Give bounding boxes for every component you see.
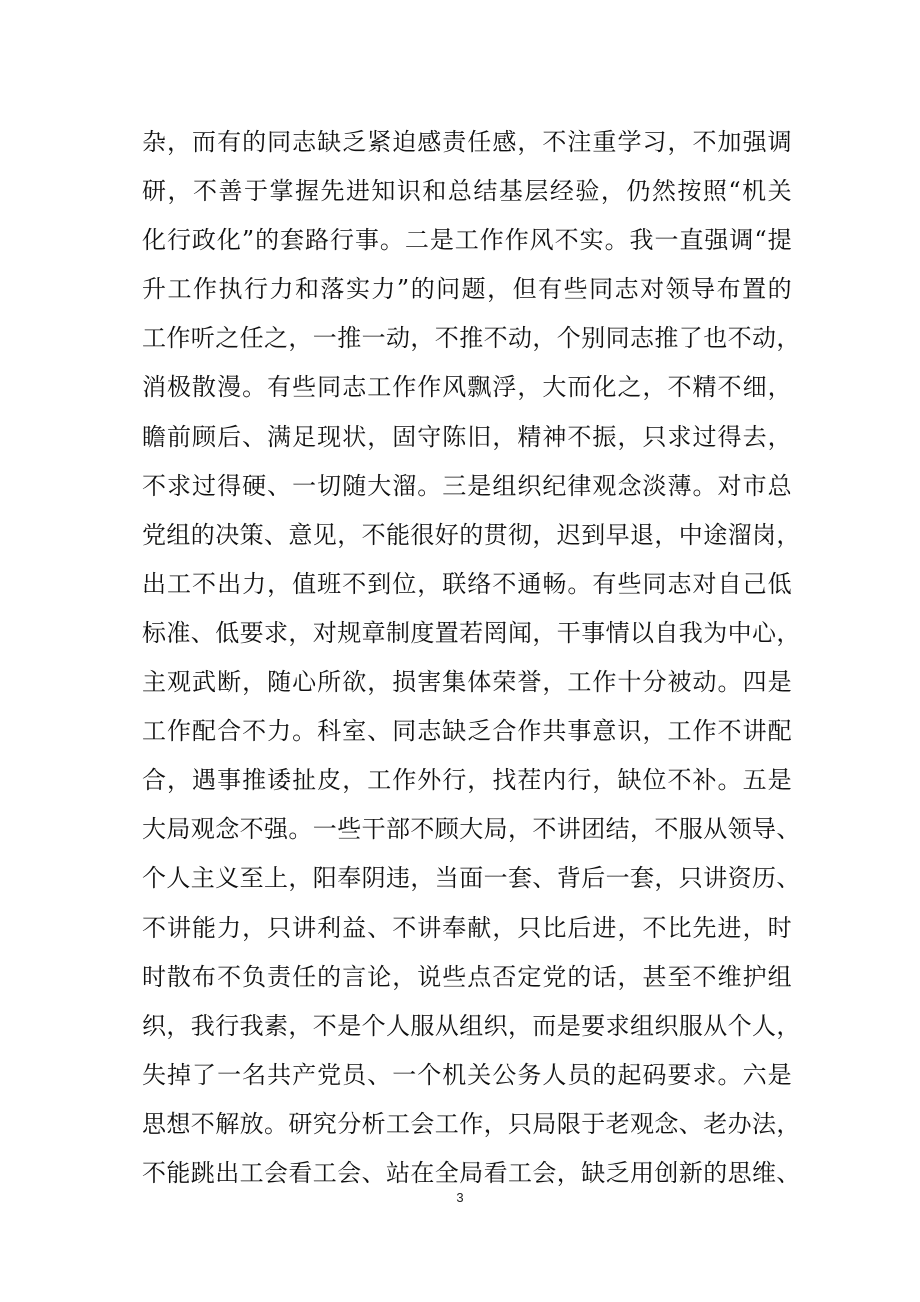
text-line: 工作听之任之，一推一动，不推不动，个别同志推了也不动， [142,324,801,353]
text-line: 化行政化”的套路行事。二是工作作风不实。我一直强调“提 [142,226,792,255]
text-line: 瞻前顾后、满足现状，固守陈旧，精神不振，只求过得去， [142,422,792,451]
text-line: 个人主义至上，阳奉阴违，当面一套、背后一套，只讲资历、 [142,864,801,893]
text-line: 失掉了一名共产党员、一个机关公务人员的起码要求。六是 [142,1060,792,1089]
text-line: 升工作执行力和落实力”的问题，但有些同志对领导布置的 [142,275,792,304]
text-line: 工作配合不力。科室、同志缺乏合作共事意识，工作不讲配 [142,717,792,746]
text-line: 思想不解放。研究分析工会工作，只局限于老观念、老办法， [142,1109,801,1138]
text-line: 不求过得硬、一切随大溜。三是组织纪律观念淡薄。对市总 [142,471,792,500]
text-line: 消极散漫。有些同志工作作风飘浮，大而化之，不精不细， [142,373,792,402]
text-line: 不讲能力，只讲利益、不讲奉献，只比后进，不比先进，时 [142,913,792,942]
page-number: 3 [456,1190,464,1205]
text-line: 出工不出力，值班不到位，联络不通畅。有些同志对自己低 [142,569,792,598]
text-line: 杂，而有的同志缺乏紧迫感责任感，不注重学习，不加强调 [142,128,792,156]
text-line: 织，我行我素，不是个人服从组织，而是要求组织服从个人， [142,1011,801,1040]
text-line: 不能跳出工会看工会、站在全局看工会，缺乏用创新的思维、 [142,1158,801,1187]
text-line: 时散布不负责任的言论，说些点否定党的话，甚至不维护组 [142,962,792,991]
text-line: 标准、低要求，对规章制度置若罔闻，干事情以自我为中心， [142,618,801,647]
text-line: 研，不善于掌握先进知识和总结基层经验，仍然按照“机关 [142,177,792,206]
text-line: 合，遇事推诿扯皮，工作外行，找茬内行，缺位不补。五是 [142,766,792,795]
text-line: 主观武断，随心所欲，损害集体荣誉，工作十分被动。四是 [142,668,792,697]
body-text [142,118,801,1198]
text-line: 党组的决策、意见，不能很好的贯彻，迟到早退，中途溜岗， [142,520,801,549]
text-line: 大局观念不强。一些干部不顾大局，不讲团结，不服从领导、 [142,815,801,844]
